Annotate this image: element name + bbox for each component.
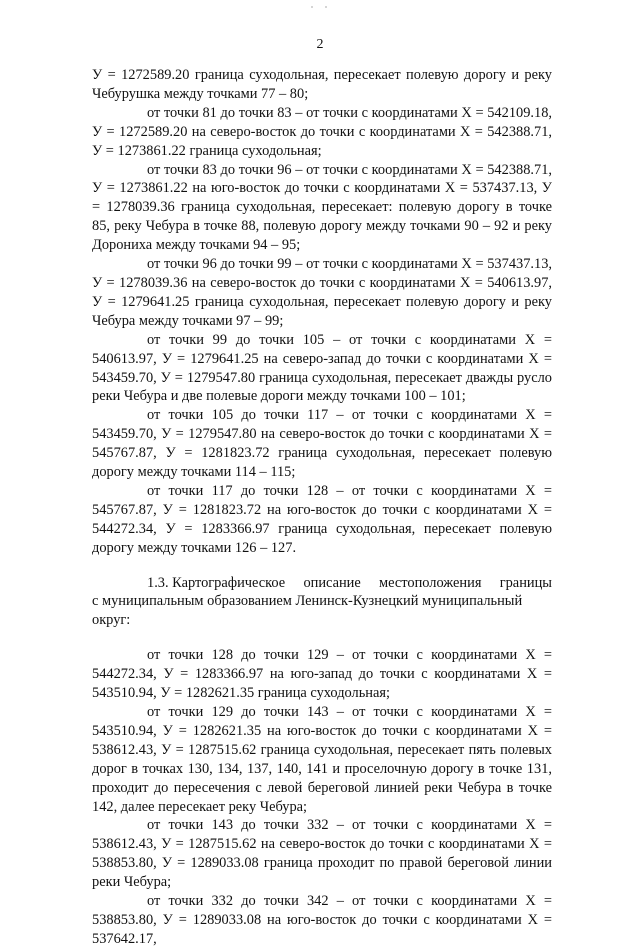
paragraph: от точки 105 до точки 117 – от точки с координатами Х = 543459.70, У = 1279547.80 на северо-восток до точки с координатами Х = 545767.87, У = 1281823.72 граница суходольная, пересекает полевую дорогу между точками 114 – 115; <box>92 407 552 481</box>
scan-dot-mark <box>311 6 313 8</box>
paragraph: от точки 99 до точки 105 – от точки с координатами Х = 540613.97, У = 1279641.25 на северо-запад до точки с координатами Х = 543459.70, У = 1279547.80 граница суходольная, пересекает дважды русло реки Чебура и две полевые дороги между точками 100 – 101; <box>92 331 552 405</box>
paragraph: от точки 83 до точки 96 – от точки с координатами Х = 542388.71, У = 1273861.22 на юго-восток до точки с координатами Х = 537437.13, У = 1278039.36 граница суходольная, пересекает: полевую дорогу в точке 85, реку Чебура в точке 88, полевую дорогу между точками 90 – 92 и реку Дорониха между точками 94 – 95; <box>92 161 552 254</box>
paragraph: от точки 129 до точки 143 – от точки с координатами Х = 543510.94, У = 1282621.35 на юго-восток до точки с координатами Х = 538612.43, У = 1287515.62 граница суходольная, пересекает пять полевых дорог в точках 130, 134, 137, 140, 141 и проселочную дорогу в точке 131, проходит до пересечения с левой береговой линией реки Чебура в точке 142, далее пересекает реку Чебура; <box>92 704 552 815</box>
paragraph: У = 1272589.20 граница суходольная, пересекает полевую дорогу и реку Чебурушка между точками 77 – 80; <box>92 67 552 102</box>
paragraph: от точки 96 до точки 99 – от точки с координатами Х = 537437.13, У = 1278039.36 на северо-восток до точки с координатами Х = 540613.97, У = 1279641.25 граница суходольная, пересекает полевую дорогу и реку Чебура между точками 97 – 99; <box>92 256 552 329</box>
section-heading-line2: с муниципальным образованием Ленинск-Кузнецкий муниципальный округ: <box>92 593 523 629</box>
paragraph: от точки 143 до точки 332 – от точки с координатами Х = 538612.43, У = 1287515.62 на северо-восток до точки с координатами Х = 538853.80, У = 1289033.08 граница проходит по правой береговой линии реки Чебура; <box>92 817 552 891</box>
heading-word: местоположения <box>379 574 482 591</box>
paragraph: от точки 128 до точки 129 – от точки с координатами Х = 544272.34, У = 1283366.97 на юго-запад до точки с координатами Х = 543510.94, У = 1282621.35 граница суходольная; <box>92 647 552 702</box>
scan-dot-mark <box>325 6 327 8</box>
page-number: 2 <box>316 37 324 52</box>
paragraph: от точки 332 до точки 342 – от точки с координатами Х = 538853.80, У = 1289033.08 на юго-восток до точки с координатами Х = 537642.17, <box>92 893 552 947</box>
paragraph-group-before <box>92 66 552 558</box>
heading-word: 1.3. Картографическое <box>147 574 286 591</box>
paragraph: от точки 117 до точки 128 – от точки с координатами Х = 545767.87, У = 1281823.72 на юго-восток до точки с координатами Х = 544272.34, У = 1283366.97 граница суходольная, пересекает полевую дорогу между точками 126 – 127. <box>92 482 552 556</box>
paragraph-group-after <box>92 646 552 949</box>
heading-word: описание <box>303 574 361 591</box>
section-heading <box>92 574 552 631</box>
document-body <box>92 66 552 949</box>
paragraph: от точки 81 до точки 83 – от точки с координатами Х = 542109.18, У = 1272589.20 на северо-восток до точки с координатами Х = 542388.71, У = 1273861.22 граница суходольная; <box>92 104 552 159</box>
heading-word: границы <box>499 574 552 591</box>
section-heading-line1 <box>92 574 552 593</box>
